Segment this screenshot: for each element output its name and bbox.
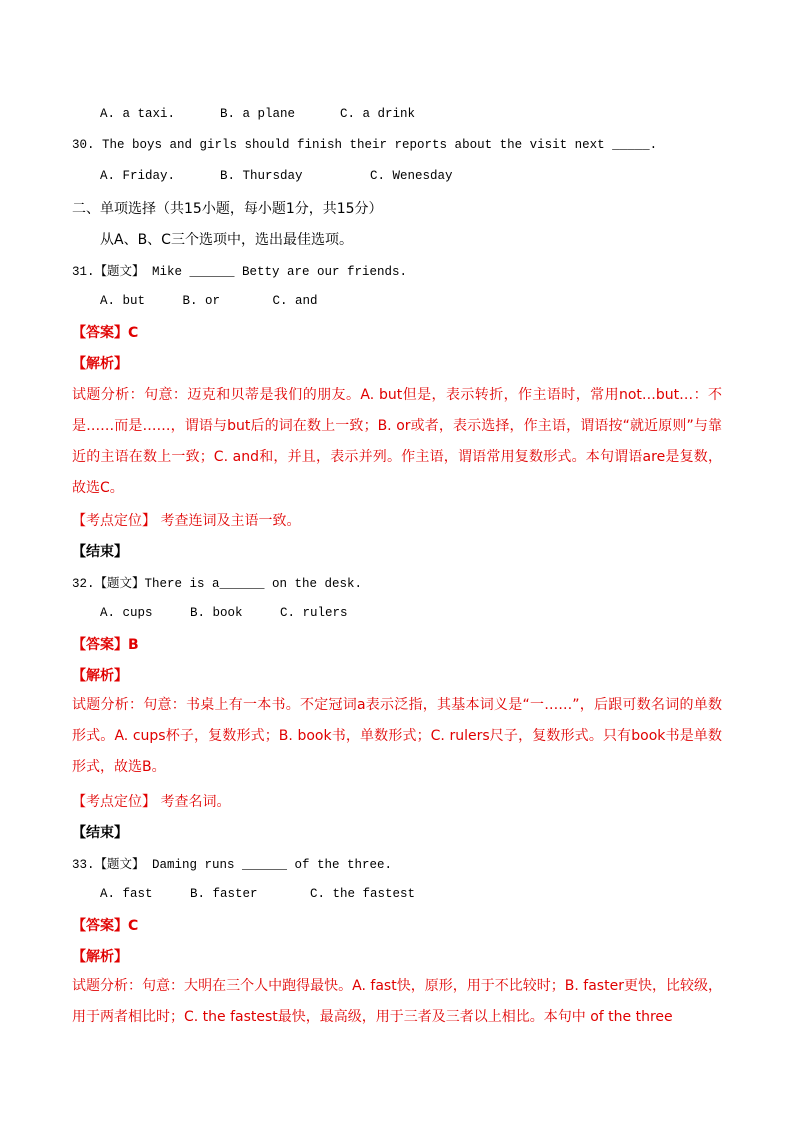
q33-answer: 【答案】C — [72, 918, 139, 934]
q31-end: 【结束】 — [72, 544, 128, 560]
q32-answer: 【答案】B — [72, 637, 139, 653]
q30-stem: 30. The boys and girls should finish their reports about the visit next _____. — [72, 138, 658, 152]
q30-options: A. Friday. B. Thursday C. Wenesday — [100, 169, 453, 183]
q32-stem: 32.【题文】There is a______ on the desk. — [72, 577, 363, 591]
q33-analysis-label: 【解析】 — [72, 949, 128, 965]
q32-end: 【结束】 — [72, 825, 128, 841]
section2-heading: 二、单项选择（共15小题，每小题1分，共15分） — [72, 201, 383, 217]
q32-point: 【考点定位】 考查名词。 — [72, 794, 231, 810]
q31-stem: 31.【题文】 Mike ______ Betty are our friends. — [72, 265, 408, 279]
q31-answer: 【答案】C — [72, 325, 139, 341]
q32-options: A. cups B. book C. rulers — [100, 606, 348, 620]
q33-options: A. fast B. faster C. the fastest — [100, 887, 416, 901]
q33-stem: 33.【题文】 Daming runs ______ of the three. — [72, 858, 393, 872]
q31-analysis-label: 【解析】 — [72, 356, 128, 372]
q29-options: A. a taxi. B. a plane C. a drink — [100, 107, 416, 121]
q32-analysis: 试题分析：句意：书桌上有一本书。不定冠词a表示泛指，其基本词义是“一……”，后跟可数名词的单数形式。A. cups杯子，复数形式；B. book书，单数形式；C. rulers尺子，复数形式。只有book书是单数形式，故选B。 — [72, 697, 722, 775]
q32-analysis-label: 【解析】 — [72, 668, 128, 684]
q31-analysis: 试题分析：句意：迈克和贝蒂是我们的朋友。A. but但是，表示转折，作主语时，常用not…but…：不是……而是……，谓语与but后的词在数上一致；B. or或者，表示选择，作主语，谓语按“就近原则”与靠近的主语在数上一致；C. and和，并且，表示并列。作主语，谓语常用复数形式。本句谓语are是复数，故选C。 — [72, 387, 722, 496]
q31-point: 【考点定位】 考查连词及主语一致。 — [72, 513, 301, 529]
q31-options: A. but B. or C. and — [100, 294, 318, 308]
q33-analysis: 试题分析：句意：大明在三个人中跑得最快。A. fast快，原形，用于不比较时；B. faster更快，比较级，用于两者相比时；C. the fastest最快，最高级，用于三者及三者以上相比。本句中 of the three — [72, 978, 722, 1025]
section2-instruction: 从A、B、C三个选项中，选出最佳选项。 — [100, 232, 353, 248]
